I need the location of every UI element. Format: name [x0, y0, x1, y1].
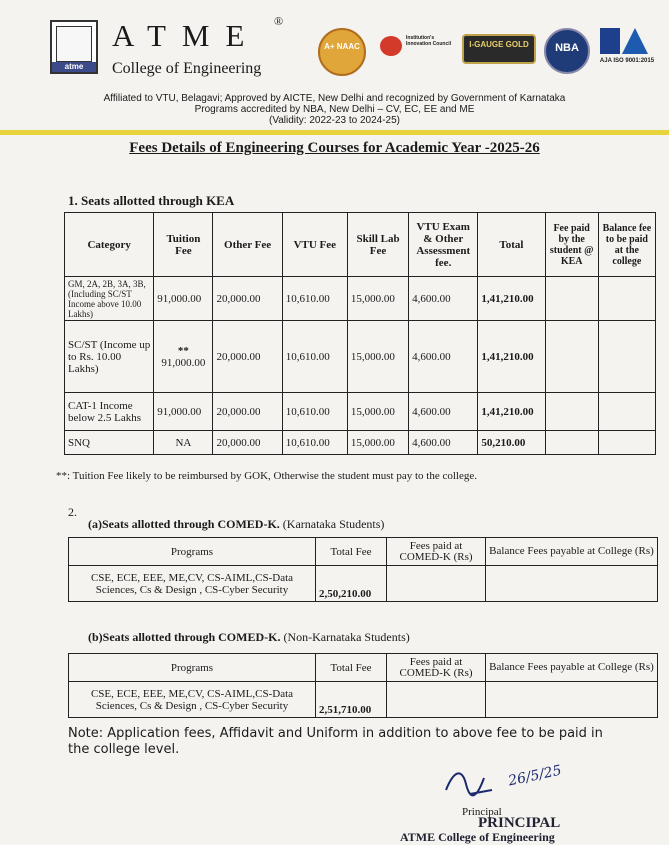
comedk-b-title-suffix: (Non-Karnataka Students): [280, 630, 410, 644]
row-fee-paid: [545, 431, 598, 455]
row-total: 50,210.00: [478, 431, 545, 455]
row-balance: [598, 277, 655, 321]
header-total: Total: [478, 213, 545, 277]
header-other: Other Fee: [213, 213, 282, 277]
naac-badge: [318, 28, 366, 76]
row-tuition: NA: [154, 431, 213, 455]
kea-footnote: **: Tuition Fee likely to be reimbursed by GOK, Otherwise the student must pay to the college.: [56, 470, 477, 482]
header-exam: VTU Exam & Other Assessment fee.: [409, 213, 478, 277]
row-other: 20,000.00: [213, 277, 282, 321]
row-exam: 4,600.00: [409, 321, 478, 393]
table-row: [65, 321, 656, 393]
tuition-mark: **: [177, 344, 189, 357]
header-skill-lab: Skill Lab Fee: [347, 213, 408, 277]
row-vtu: 10,610.00: [282, 431, 347, 455]
balance-value: [486, 566, 658, 602]
row-other: 20,000.00: [213, 393, 282, 431]
header-vtu: VTU Fee: [282, 213, 347, 277]
comedk-a-title-main: (a)Seats allotted through COMED-K.: [88, 517, 280, 531]
affiliation-line-1: Affiliated to VTU, Belagavi; Approved by AICTE, New Delhi and recognized by Government of Karnataka: [103, 93, 566, 104]
row-total: 1,41,210.00: [478, 393, 545, 431]
brand-name: ATME: [112, 18, 261, 53]
iso-icon: [600, 28, 620, 54]
kea-fee-table: [64, 212, 656, 455]
nba-badge-label: NBA: [555, 42, 579, 54]
row-tuition: 91,000.00: [154, 277, 213, 321]
row-balance: [598, 321, 655, 393]
row-total: 1,41,210.00: [478, 321, 545, 393]
row-exam: 4,600.00: [409, 431, 478, 455]
signature-date: 26/5/25: [506, 762, 564, 790]
header-balance: Balance fee to be paid at the college: [598, 213, 655, 277]
header-balance-fees: Balance Fees payable at College (Rs): [486, 538, 658, 566]
row-other: 20,000.00: [213, 431, 282, 455]
programs-list: CSE, ECE, EEE, ME,CV, CS-AIML,CS-Data Sciences, Cs & Design , CS-Cyber Security: [69, 566, 316, 602]
row-skill: 15,000.00: [347, 321, 408, 393]
iic-badge-label: Institution's Innovation Council: [406, 35, 451, 47]
row-balance: [598, 431, 655, 455]
total-fee-value: 2,50,210.00: [316, 566, 387, 602]
row-other: 20,000.00: [213, 321, 282, 393]
row-category: GM, 2A, 2B, 3A, 3B, (Including SC/ST Income above 10.00 Lakhs): [65, 277, 154, 321]
total-fee-value: 2,51,710.00: [316, 682, 387, 718]
principal-label: Principal: [462, 806, 502, 818]
header-programs: Programs: [69, 654, 316, 682]
row-skill: 15,000.00: [347, 277, 408, 321]
iso-icon-2: [622, 28, 648, 54]
comedk-b-title-main: (b)Seats allotted through COMED-K.: [88, 630, 281, 644]
row-skill: 15,000.00: [347, 431, 408, 455]
principal-stamp-college: ATME College of Engineering: [400, 830, 555, 844]
row-exam: 4,600.00: [409, 277, 478, 321]
comedk-b-table: [68, 653, 658, 718]
iic-icon: [380, 36, 402, 56]
header-category: Category: [65, 213, 154, 277]
row-category: CAT-1 Income below 2.5 Lakhs: [65, 393, 154, 431]
header-fees-paid-comedk: Fees paid at COMED-K (Rs): [387, 654, 486, 682]
signature-stroke: [446, 773, 492, 795]
comedk-a-title: [88, 517, 384, 532]
iso-badge: [596, 28, 656, 76]
row-category: SNQ: [65, 431, 154, 455]
row-category: SC/ST (Income up to Rs. 10.00 Lakhs): [65, 321, 154, 393]
affiliation-line-3: (Validity: 2022-23 to 2024-25): [268, 115, 400, 126]
table-row: [69, 682, 658, 718]
row-tuition: 91,000.00: [154, 393, 213, 431]
row-vtu: 10,610.00: [282, 321, 347, 393]
table-row: [65, 431, 656, 455]
header-tuition: Tuition Fee: [154, 213, 213, 277]
comedk-a-header-row: [69, 538, 658, 566]
iso-badge-label: AJA ISO 9001:2015: [599, 58, 655, 64]
row-balance: [598, 393, 655, 431]
registered-mark: ®: [274, 14, 284, 28]
iic-badge: [380, 34, 452, 60]
table-row: [65, 277, 656, 321]
row-tuition-cell: [154, 321, 213, 393]
row-fee-paid: [545, 393, 598, 431]
page-title: Fees Details of Engineering Courses for Academic Year -2025-26: [129, 140, 540, 156]
header-total-fee: Total Fee: [316, 538, 387, 566]
comedk-b-header-row: [69, 654, 658, 682]
comedk-a-table: [68, 537, 658, 602]
note-text: Note: Application fees, Affidavit and Uniform in addition to above fee to be paid in the college level.: [68, 726, 603, 757]
affiliation-line-2: Programs accredited by NBA, New Delhi – CV, EC, EE and ME: [194, 104, 475, 115]
fees-paid-value: [387, 566, 486, 602]
row-total: 1,41,210.00: [478, 277, 545, 321]
table-row: [65, 393, 656, 431]
header-divider: [0, 130, 669, 135]
row-fee-paid: [545, 277, 598, 321]
header-programs: Programs: [69, 538, 316, 566]
row-exam: 4,600.00: [409, 393, 478, 431]
balance-value: [486, 682, 658, 718]
logo-emblem: [56, 26, 92, 62]
row-vtu: 10,610.00: [282, 393, 347, 431]
comedk-section-number: 2.: [68, 505, 77, 519]
row-vtu: 10,610.00: [282, 277, 347, 321]
fees-paid-value: [387, 682, 486, 718]
table-row: [69, 566, 658, 602]
igauge-badge-label: I-GAUGE GOLD: [469, 40, 529, 49]
logo-text: atme: [52, 62, 96, 72]
row-fee-paid: [545, 321, 598, 393]
kea-section-title: 1. Seats allotted through KEA: [68, 193, 235, 208]
header-fees-paid-comedk: Fees paid at COMED-K (Rs): [387, 538, 486, 566]
header-total-fee: Total Fee: [316, 654, 387, 682]
igauge-badge: [462, 34, 536, 64]
comedk-b-title: [88, 630, 410, 645]
kea-header-row: [65, 213, 656, 277]
principal-stamp-title: PRINCIPAL: [478, 815, 561, 831]
college-name: College of Engineering: [112, 60, 262, 77]
row-tuition: 91,000.00: [161, 356, 206, 369]
college-logo: [50, 20, 98, 74]
programs-list: CSE, ECE, EEE, ME,CV, CS-AIML,CS-Data Sciences, Cs & Design , CS-Cyber Security: [69, 682, 316, 718]
header-fee-paid-kea: Fee paid by the student @ KEA: [545, 213, 598, 277]
header-balance-fees: Balance Fees payable at College (Rs): [486, 654, 658, 682]
naac-badge-label: A+ NAAC: [324, 42, 360, 51]
comedk-a-title-suffix: (Karnataka Students): [279, 517, 385, 531]
row-skill: 15,000.00: [347, 393, 408, 431]
